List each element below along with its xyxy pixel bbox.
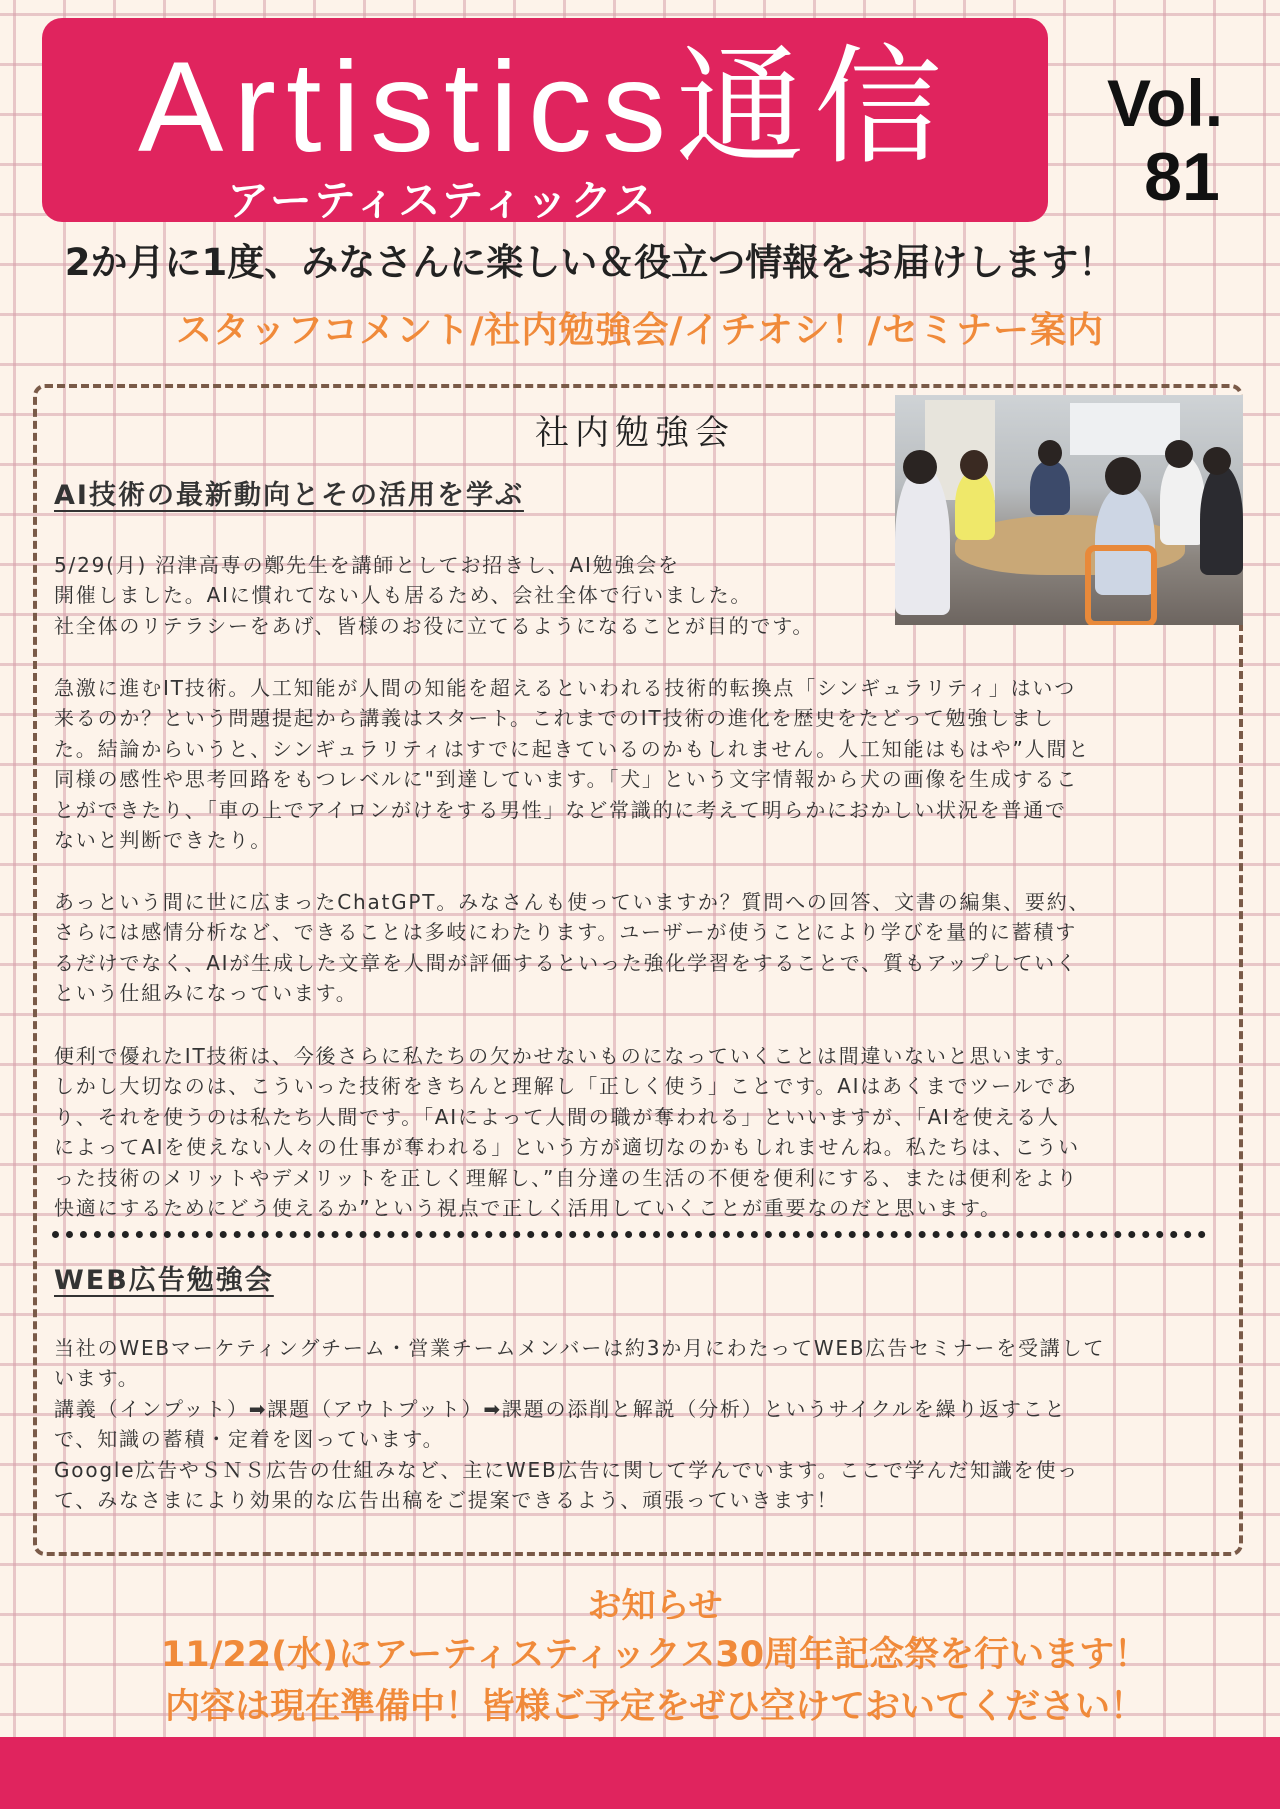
notice-line-2: 内容は現在準備中！皆様ご予定をぜひ空けておいてください！ — [164, 1687, 1145, 1727]
volume-label: Vol. — [1106, 66, 1224, 140]
article-ai-para1: 急激に進むIT技術。人工知能が人間の知能を超えるといわれる技術的転換点「シンギュラリティ」はいつ 来るのか？という問題提起から講義はスタート。これまでのIT技術の進化を歴史をたどって勉強しまし た。結論からいうと、シンギュラリティはすでに起きているのかもしれません。人工知能はもはや”人間と 同様の感性や思考回路をもつレベルに"到達しています。「犬」という文字情報から犬の画像を生成するこ とができたり、「車の上でアイロンがけをする男性」など常識的に考えて明らかにおかしい状況を普通で ないと判断できたり。 — [54, 676, 1091, 853]
newsletter-title: Artistics通信 — [138, 36, 952, 179]
article-heading-ai: AI技術の最新動向とその活用を学ぶ — [54, 480, 524, 511]
article-ai-para3: 便利で優れたIT技術は、今後さらに私たちの欠かせないものになっていくことは間違いないと思います。 しかし大切なのは、こういった技術をきちんと理解し「正しく使う」ことです。AIはあくまでツールであ り、それを使うのは私たち人間です。「AIによって人間の職が奪われる」といいますが、「AIを使える人 によってAIを使えない人々の仕事が奪われる」という方が適切なのかもしれませんね。私たちは、こうい った技術のメリットやデメリットを正しく理解し、”自分達の生活の不便を便利にする、または便利をより 快適にするためにどう使えるか”という視点で正しく活用していくことが重要なのだと思います。 — [54, 1044, 1080, 1221]
notice-title: お知らせ — [587, 1586, 723, 1626]
volume-number: 81 — [1144, 139, 1220, 215]
section-divider — [52, 1231, 1206, 1238]
tagline: 2か月に1度、みなさんに楽しい＆役立つ情報をお届けします！ — [64, 241, 1116, 284]
article-heading-web: WEB広告勉強会 — [54, 1265, 274, 1296]
article-ai-para2: あっという間に世に広まったChatGPT。みなさんも使っていますか？質問への回答、文書の編集、要約、 さらには感情分析など、できることは多岐にわたります。ユーザーが使うことにより学びを量的に蓄積す るだけでなく、AIが生成した文章を人間が評価するといった強化学習をすることで、質もアップしていく という仕組みになっています。 — [54, 890, 1091, 1006]
section-title: 社内勉強会 — [535, 413, 735, 453]
header-banner — [42, 18, 1048, 225]
footer-bar — [0, 1737, 1280, 1809]
notice-line-1: 11/22(水)にアーティスティックス30周年記念祭を行います！ — [160, 1635, 1150, 1675]
newsletter-subtitle: アーティスティックス — [227, 176, 658, 225]
volume-badge — [1090, 66, 1240, 214]
article-ai-intro: 5/29(月) 沼津高専の鄭先生を講師としてお招きし、AI勉強会を 開催しました。AIに慣れてない人も居るため、会社全体で行いました。 社全体のリテラシーをあげ、皆様のお役に立てるようになることが目的です。 — [54, 553, 815, 638]
topics-line: スタッフコメント/社内勉強会/イチオシ！/セミナー案内 — [176, 310, 1104, 351]
article-web-body: 当社のWEBマーケティングチーム・営業チームメンバーは約3か月にわたってWEB広告セミナーを受講して います。 講義（インプット）➡課題（アウトプット）➡課題の添削と解説（分析）というサイクルを繰り返すこと で、知識の蓄積・定着を図っています。 Google広告やＳＮＳ広告の仕組みなど、主にWEB広告に関して学んでいます。ここで学んだ知識を使っ て、みなさまにより効果的な広告出稿をご提案できるよう、頑張っていきます！ — [54, 1336, 1106, 1513]
